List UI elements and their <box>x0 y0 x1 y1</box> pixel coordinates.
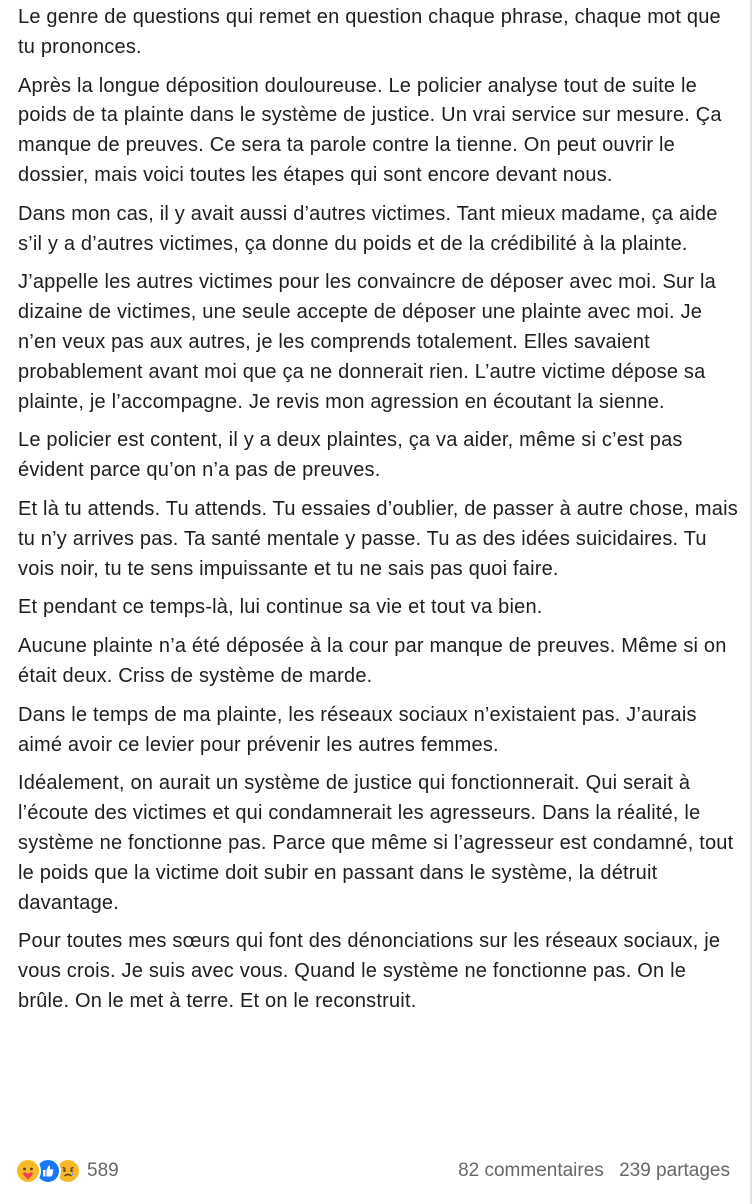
shares-count-link[interactable]: 239 partages <box>619 1160 730 1181</box>
post-paragraph: J’appelle les autres victimes pour les convaincre de déposer avec moi. Sur la dizaine de victimes, une seule accepte de déposer une plainte avec moi. Je n’en veux pas aux autres, je les comprends totalement. Elles savaient probablement avant moi que ça ne donnerait rien. L’autre victime dépose sa plainte, je l’accompagne. Je revis mon agression en écoutant la sienne. <box>18 271 716 413</box>
post-body <box>18 3 740 1026</box>
reaction-count[interactable]: 589 <box>87 1160 119 1181</box>
comments-count-link[interactable]: 82 commentaires <box>458 1160 604 1181</box>
post-paragraph: Et pendant ce temps-là, lui continue sa vie et tout va bien. <box>18 596 543 619</box>
post-paragraph: Et là tu attends. Tu attends. Tu essaies d’oublier, de passer à autre chose, mais tu n’y arrives pas. Ta santé mentale y passe. Tu as des idées suicidaires. Tu vois noir, tu te sens impuissante et tu ne sais pas quoi faire. <box>18 497 738 580</box>
post-paragraph: Le genre de questions qui remet en question chaque phrase, chaque mot que tu prononces. <box>18 6 721 58</box>
post-paragraph: Le policier est content, il y a deux plaintes, ça va aider, même si c’est pas évident parce qu’on n’a pas de preuves. <box>18 429 683 482</box>
post-paragraph: Dans le temps de ma plainte, les réseaux sociaux n’existaient pas. J’aurais aimé avoir ce levier pour prévenir les autres femmes. <box>18 703 697 756</box>
reactions-summary[interactable] <box>15 1158 119 1184</box>
post-footer <box>15 1156 730 1186</box>
post-paragraph: Pour toutes mes sœurs qui font des dénonciations sur les réseaux sociaux, je vous crois. Je suis avec vous. Quand le système ne fonctionne pas. On le brûle. On le met à terre. Et on le reconstruit. <box>18 930 721 1012</box>
post-paragraph: Aucune plainte n’a été déposée à la cour par manque de preuves. Même si on était deux. Criss de système de marde. <box>18 635 727 687</box>
post-paragraph: Dans mon cas, il y avait aussi d’autres victimes. Tant mieux madame, ça aide s’il y a d’autres victimes, ça donne du poids et de la crédibilité à la plainte. <box>18 202 718 255</box>
post-stats <box>458 1160 730 1182</box>
care-reaction-icon <box>15 1158 41 1184</box>
post-paragraph: Après la longue déposition douloureuse. Le policier analyse tout de suite le poids de ta plainte dans le système de justice. Un vrai service sur mesure. Ça manque de preuves. Ce sera ta parole contre la tienne. On peut ouvrir le dossier, mais voici toutes les étapes qui sont encore devant nous. <box>18 74 722 186</box>
post-paragraph: Idéalement, on aurait un système de justice qui fonctionnerait. Qui serait à l’écoute des victimes et qui condamnerait les agresseurs. Dans la réalité, le système ne fonctionne pas. Parce que même si l’agresseur est condamné, tout le poids que la victime doit subir en passant dans le système, la détruit davantage. <box>18 772 734 914</box>
